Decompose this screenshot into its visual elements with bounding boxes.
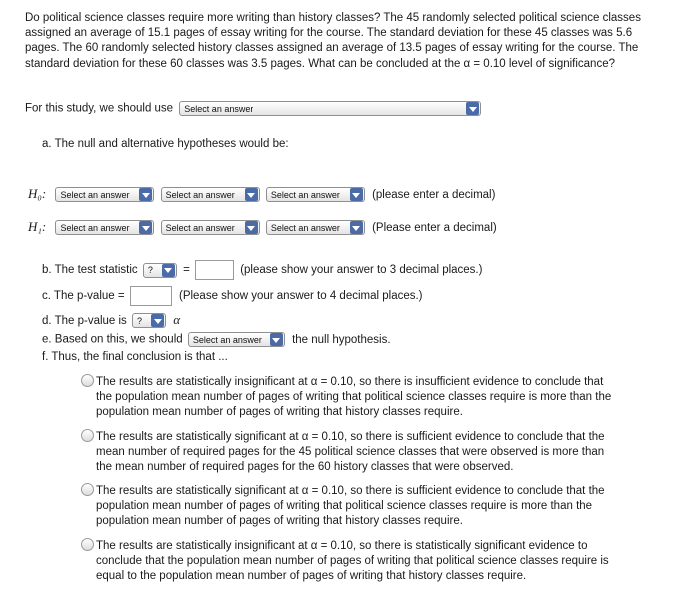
alpha-symbol: α [173,312,181,327]
part-b-note: (please show your answer to 3 decimal places.) [240,264,483,277]
chevron-down-icon [350,221,363,234]
conclusion-radio-1[interactable] [81,374,94,387]
part-e-label: e. Based on this, we should [42,333,183,346]
part-e-suffix: the null hypothesis. [292,333,391,346]
conclusion-radio-3[interactable] [81,483,94,496]
conclusion-option-4: The results are statistically insignificant at α = 0.10, so there is statistically significant evidence to conclude that the population mean number of pages of writing that political science classes require is equal to the population mean number of pages of writing that history classes require. [96,540,609,582]
conclusion-option-2: The results are statistically significant at α = 0.10, so there is sufficient evidence to conclude that the mean number of required pages for the 45 political science classes that were observed is more than the mean number of required pages for the 60 history classes that were observed. [96,431,605,473]
test-statistic-select[interactable]: ? [143,263,177,278]
h1-label: H₁: [28,219,47,234]
part-f-label: f. Thus, the final conclusion is that ... [42,351,228,363]
chevron-down-icon [245,188,258,201]
h0-row [28,186,495,202]
test-statistic-input[interactable] [195,260,234,280]
conclusion-radio-2[interactable] [81,429,94,442]
chevron-down-icon [139,188,152,201]
h1-row [28,219,497,235]
part-b-label: b. The test statistic [42,264,138,277]
chevron-down-icon [245,221,258,234]
chevron-down-icon [270,333,283,346]
problem-statement: Do political science classes require more writing than history classes? The 45 randomly selected political science classes assigned an average of 15.1 pages of essay writing for the course. The standard deviation for these 45 classes was 5.6 pages. The 60 randomly selected history classes assigned an average of 13.5 pages of essay writing for the course. The standard deviation for these 60 classes was 3.5 pages. What can be concluded at the α = 0.10 level of significance? [25,12,641,70]
chevron-down-icon [162,264,175,277]
conclusion-option-1: The results are statistically insignificant at α = 0.10, so there is insufficient evidence to conclude that the population mean number of pages of writing that political science classes require is more than the population mean number of pages of writing that history classes require. [96,376,612,418]
h0-value-select[interactable]: Select an answer [266,187,365,202]
part-b-row [42,260,482,280]
part-d-label: d. The p-value is [42,315,127,327]
study-row [25,101,481,116]
h0-parameter-select[interactable]: Select an answer [55,187,154,202]
h0-operator-select[interactable]: Select an answer [161,187,260,202]
study-label: For this study, we should use [25,102,174,115]
h0-label: H₀: [28,186,47,201]
chevron-down-icon [151,314,164,327]
part-e-row [42,332,391,347]
conclusion-option-3: The results are statistically significant at α = 0.10, so there is sufficient evidence to conclude that the population mean number of pages of writing that political science classes require is more than the population mean number of pages of writing that history classes require. [96,485,605,527]
equals-sign: = [183,264,190,277]
p-value-input[interactable] [130,286,172,306]
h1-note: (Please enter a decimal) [372,222,497,234]
part-c-row [42,286,423,306]
part-c-label: c. The p-value = [42,290,125,303]
h1-value-select[interactable]: Select an answer [266,220,365,235]
chevron-down-icon [350,188,363,201]
p-value-comparison-select[interactable]: ? [132,313,166,328]
part-a-label: a. The null and alternative hypotheses would be: [42,138,289,150]
conclusion-radio-4[interactable] [81,538,94,551]
h1-parameter-select[interactable]: Select an answer [55,220,154,235]
chevron-down-icon [466,102,479,115]
h0-note: (please enter a decimal) [372,189,496,201]
part-d-row [42,312,180,328]
part-c-note: (Please show your answer to 4 decimal places.) [178,290,423,303]
chevron-down-icon [139,221,152,234]
decision-select[interactable]: Select an answer [188,332,285,347]
h1-operator-select[interactable]: Select an answer [161,220,260,235]
study-test-select[interactable]: Select an answer [179,101,481,116]
